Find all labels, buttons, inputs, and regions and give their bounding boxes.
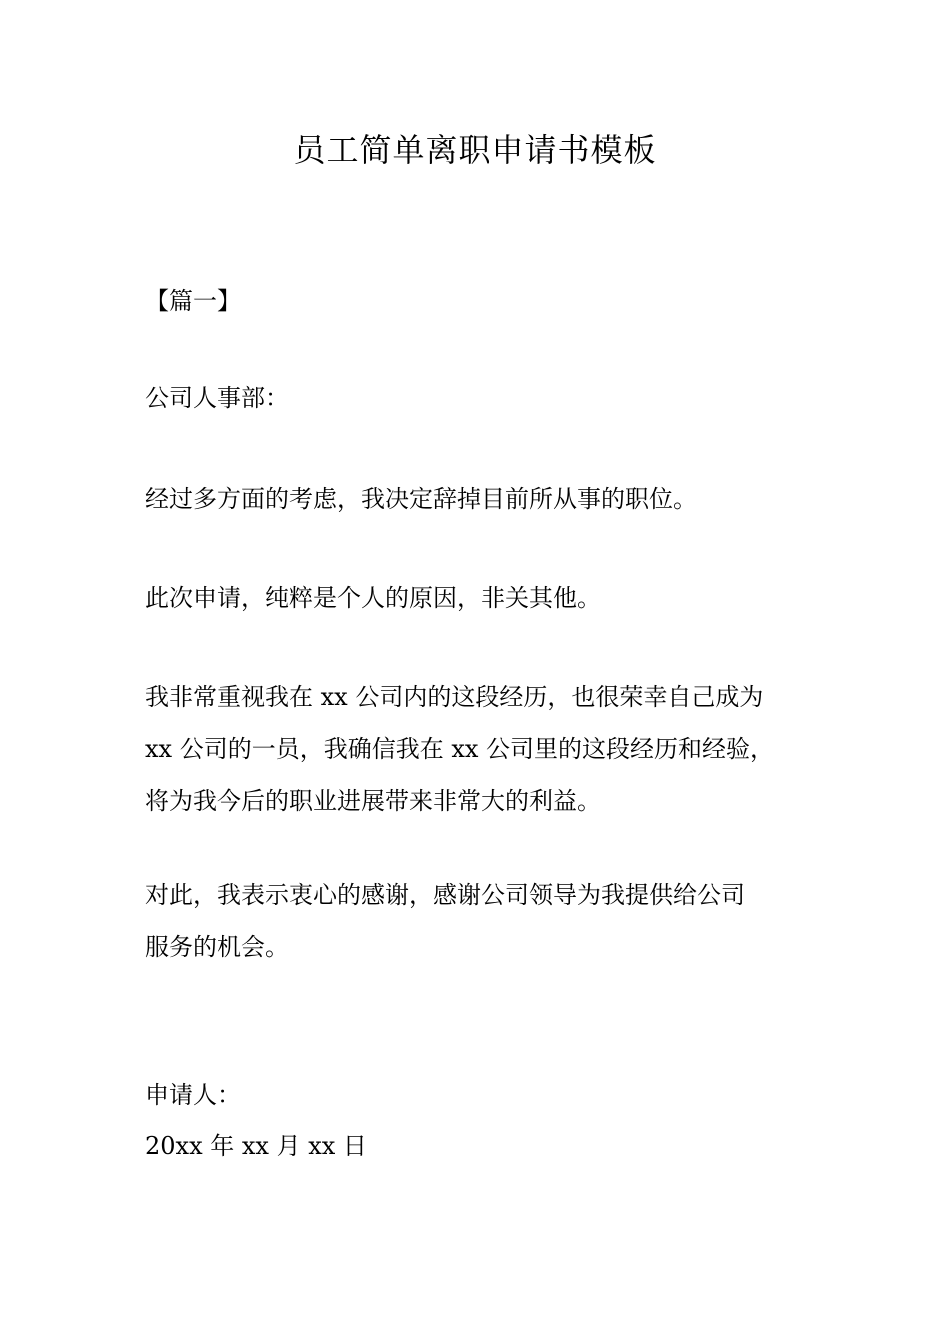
paragraph-3-line-3: 将为我今后的职业进展带来非常大的利益。: [145, 787, 601, 815]
applicant-label: 申请人：: [145, 1081, 241, 1109]
signature-date: 20xx 年 xx 月 xx 日: [145, 1132, 367, 1160]
paragraph-1: [145, 473, 810, 525]
salutation: 公司人事部：: [145, 384, 289, 412]
paragraph-3-line-2: xx 公司的一员，我确信我在 xx 公司里的这段经历和经验，: [145, 735, 775, 763]
section-label: 【篇一】: [145, 287, 241, 315]
paragraph-4: [145, 869, 810, 973]
paragraph-4-line-2: 服务的机会。: [145, 933, 289, 961]
document-title: 员工简单离职申请书模板: [293, 131, 657, 169]
paragraph-2: [145, 572, 810, 624]
paragraph-4-line-1: 对此，我表示衷心的感谢，感谢公司领导为我提供给公司: [145, 881, 745, 909]
paragraph-1-line-1: 经过多方面的考虑，我决定辞掉目前所从事的职位。: [145, 485, 697, 513]
paragraph-2-line-1: 此次申请，纯粹是个人的原因，非关其他。: [145, 584, 601, 612]
paragraph-3: [145, 671, 810, 827]
paragraph-3-line-1: 我非常重视我在 xx 公司内的这段经历，也很荣幸自己成为: [145, 683, 764, 711]
